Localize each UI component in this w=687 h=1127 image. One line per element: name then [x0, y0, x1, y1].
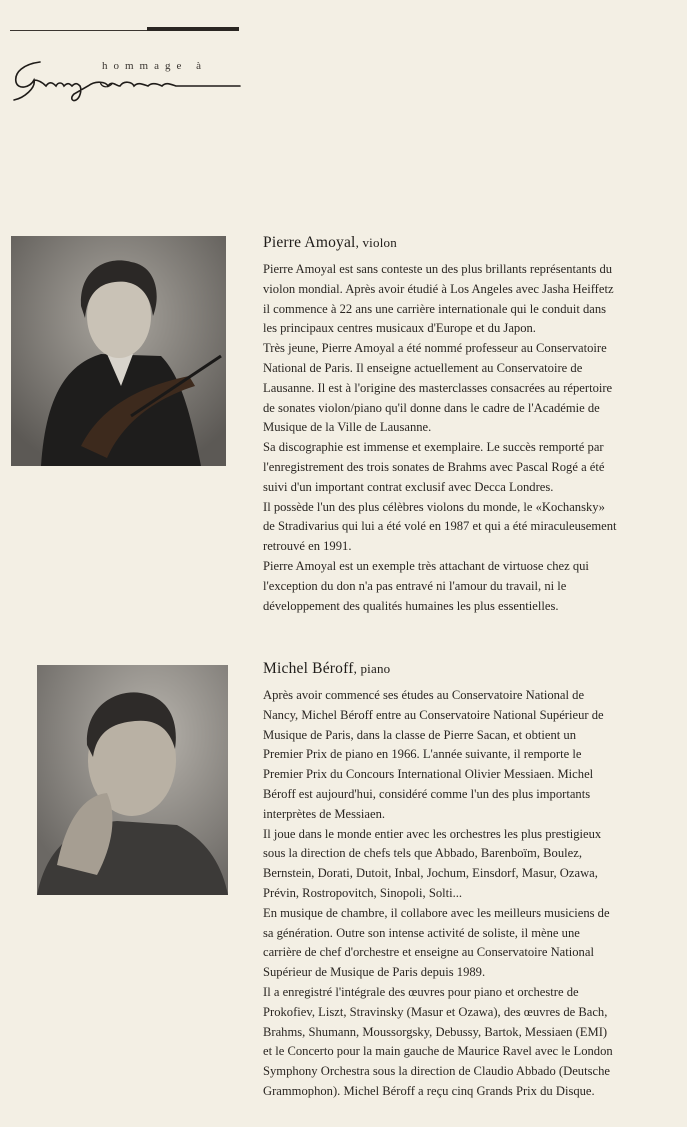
bio-line: carrière de chef d'orchestre et enseigne au Conservatoire National: [263, 945, 594, 960]
artist-instrument: , piano: [353, 661, 391, 676]
bio-line: Il joue dans le monde entier avec les orchestres les plus prestigieux: [263, 826, 602, 841]
bio-line: l'exception du don n'a pas entravé ni l'amour du travail, ni le: [263, 578, 567, 593]
header: [10, 58, 250, 118]
bio-line: Après avoir commencé ses études au Conservatoire National de: [263, 688, 585, 702]
bio-line: En musique de chambre, il collabore avec les meilleurs musiciens de: [263, 905, 610, 920]
bio-line: Musique de Paris, dans la classe de Pierre Sacan, et obtient un: [263, 727, 577, 742]
bio-line: Prévin, Rostropovitch, Sinopoli, Solti...: [263, 885, 463, 900]
bio-line: Il possède l'un des plus célèbres violons du monde, le «Kochansky»: [263, 499, 605, 514]
bio-line: développement des qualités humaines les plus essentielles.: [263, 598, 559, 613]
bio-line: Pierre Amoyal est sans conteste un des plus brillants représentants du: [263, 262, 613, 276]
bio-pierre-amoyal: [263, 234, 687, 616]
bio-line: Musique de la Ville de Lausanne.: [263, 420, 432, 435]
top-rule-accent: [147, 27, 239, 31]
bio-line: il commence à 22 ans une carrière internationale qui le conduit dans: [263, 301, 607, 316]
bio-line: Premier Prix de piano en 1966. L'année suivante, il remporte le: [263, 747, 582, 762]
bio-line: Prokofiev, Liszt, Stravinsky (Masur et Ozawa), des œuvres de Bach,: [263, 1004, 608, 1019]
artist-instrument: , violon: [355, 235, 397, 250]
bio-text: [263, 686, 687, 1102]
photo-michel-beroff: [37, 665, 228, 895]
bio-line: l'enregistrement des trois sonates de Brahms avec Pascal Rogé a été: [263, 459, 605, 474]
bio-heading: [263, 234, 687, 252]
artist-name: Michel Béroff: [263, 660, 354, 677]
artist-name: Pierre Amoyal: [263, 234, 356, 251]
bio-line: Symphony Orchestra sous la direction de Claudio Abbado (Deutsche: [263, 1064, 610, 1079]
bio-heading: [263, 660, 687, 678]
bio-line: de Stradivarius qui lui a été volé en 1987 et qui a été miraculeusement: [263, 519, 617, 534]
bio-text: [263, 260, 687, 616]
bio-line: Grammophon). Michel Béroff a reçu cinq Grands Prix du Disque.: [263, 1083, 595, 1098]
bio-line: National de Paris. Il enseigne actuellement au Conservatoire de: [263, 360, 583, 375]
bio-line: Il a enregistré l'intégrale des œuvres pour piano et orchestre de: [263, 984, 579, 999]
bio-line: Premier Prix du Concours International Olivier Messiaen. Michel: [263, 767, 594, 782]
bio-line: interprètes de Messiaen.: [263, 806, 386, 821]
bio-line: sa génération. Outre son intense activité de soliste, il mène une: [263, 925, 580, 940]
bio-line: Pierre Amoyal est un exemple très attachant de virtuose chez qui: [263, 558, 589, 573]
bio-line: retrouvé en 1991.: [263, 539, 352, 554]
bio-line: et le Concerto pour la main gauche de Maurice Ravel avec le London: [263, 1044, 613, 1059]
bio-line: sous la direction de chefs tels que Abbado, Barenboïm, Boulez,: [263, 846, 582, 861]
bio-line: Nancy, Michel Béroff entre au Conservatoire National Supérieur de: [263, 707, 604, 722]
bio-line: Supérieur de Musique de Paris depuis 1989.: [263, 965, 486, 980]
bio-line: violon mondial. Après avoir étudié à Los Angeles avec Jasha Heiffetz: [263, 281, 614, 296]
bio-line: les principaux centres musicaux d'Europe et du Japon.: [263, 321, 536, 336]
photo-pierre-amoyal: [11, 236, 226, 466]
bio-line: Très jeune, Pierre Amoyal a été nommé professeur au Conservatoire: [263, 341, 607, 356]
bio-line: de sonates violon/piano qu'il donne dans le cadre de l'Académie de: [263, 400, 600, 415]
bio-line: Béroff est aujourd'hui, considéré comme l'un des plus importants: [263, 786, 591, 801]
bio-line: Sa discographie est immense et exemplaire. Le succès remporté par: [263, 440, 604, 455]
bio-line: Bernstein, Dorati, Dutoit, Inbal, Jochum, Einsdorf, Masur, Ozawa,: [263, 866, 598, 881]
bio-michel-beroff: [263, 660, 687, 1102]
bio-line: Brahms, Shumann, Moussorgsky, Debussy, Bartok, Messiaen (EMI): [263, 1024, 608, 1039]
bio-line: suivi d'un important contrat exclusif avec Decca Londres.: [263, 479, 554, 494]
hommage-label: hommage à: [102, 60, 208, 72]
bio-line: Lausanne. Il est à l'origine des masterclasses consacrées au répertoire: [263, 380, 613, 395]
signature-logo: [10, 58, 250, 118]
